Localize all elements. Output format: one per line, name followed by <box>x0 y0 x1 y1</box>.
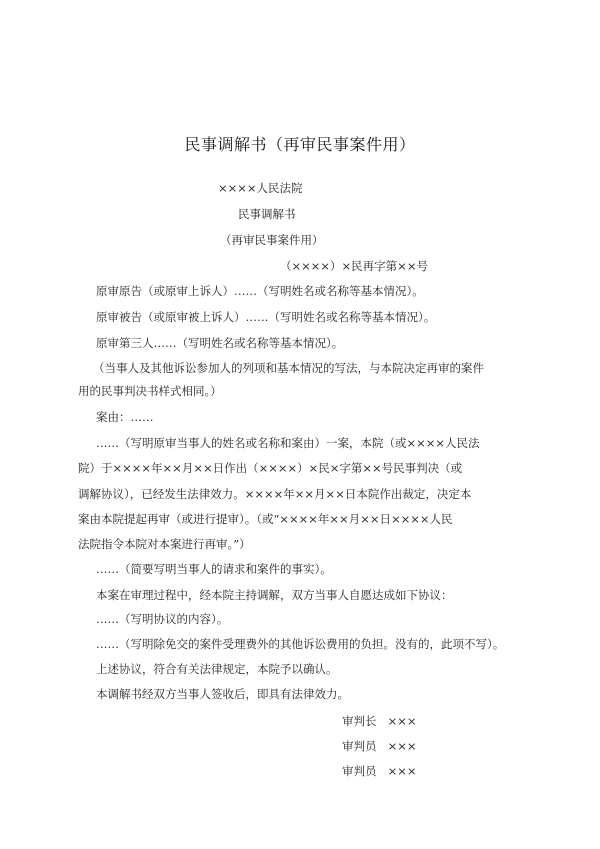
history-line-4: 案由本院提起再审（或进行提审）。（或“××××年××月××日××××人民 <box>78 512 453 526</box>
case-cause: 案由：…… <box>96 410 154 424</box>
mediation-line: 本案在审理过程中，经本院主持调解，双方当事人自愿达成如下协议： <box>96 588 453 602</box>
signature-row <box>342 713 417 729</box>
note-line-2: 用的民事判决书样式相同。） <box>78 384 222 398</box>
party-third-party: 原审第三人……（写明姓名或名称等基本情况）。 <box>96 336 344 350</box>
confirmation-line: 上述协议，符合有关法律规定，本院予以确认。 <box>96 662 338 676</box>
document-type: 民事调解书 <box>238 207 296 221</box>
document-subtitle: （再审民事案件用） <box>220 233 324 247</box>
signature-name: ××× <box>387 764 417 778</box>
agreement-line: ……（写明协议的内容）。 <box>96 612 229 626</box>
history-line-5: 法院指令本院对本案进行再审。”） <box>78 537 251 551</box>
signature-row <box>342 763 417 779</box>
case-number: （××××）×民再字第××号 <box>280 259 428 273</box>
signature-role: 审判长 <box>342 714 377 728</box>
party-original-defendant: 原审被告（或原审被上诉人）……（写明姓名或名称等基本情况）。 <box>96 310 436 324</box>
facts-line: ……（简要写明当事人的请求和案件的事实）。 <box>96 562 332 576</box>
note-line-1: （当事人及其他诉讼参加人的列项和基本情况的写法，与本院决定再审的案件 <box>93 361 484 375</box>
history-line-2: 院）于××××年××月××日作出（××××）×民×字第××号民事判决（或 <box>78 461 463 475</box>
history-line-3: 调解协议），已经发生法律效力。××××年××月××日本院作出裁定，决定本 <box>78 487 472 501</box>
signature-role: 审判员 <box>342 739 377 753</box>
signature-role: 审判员 <box>342 764 377 778</box>
signature-row <box>342 738 417 754</box>
effect-line: 本调解书经双方当事人签收后，即具有法律效力。 <box>96 687 349 701</box>
costs-line: ……（写明除免交的案件受理费外的其他诉讼费用的负担。没有的，此项不写）。 <box>96 637 505 651</box>
party-original-plaintiff: 原审原告（或原审上诉人）……（写明姓名或名称等基本情况）。 <box>96 284 424 298</box>
signature-name: ××× <box>387 739 417 753</box>
signature-name: ××× <box>387 714 417 728</box>
history-line-1: ……（写明原审当事人的姓名或名称和案由）一案，本院（或××××人民法 <box>96 436 480 450</box>
document-title: 民事调解书（再审民事案件用） <box>184 135 416 154</box>
court-name: ××××人民法院 <box>218 181 303 195</box>
